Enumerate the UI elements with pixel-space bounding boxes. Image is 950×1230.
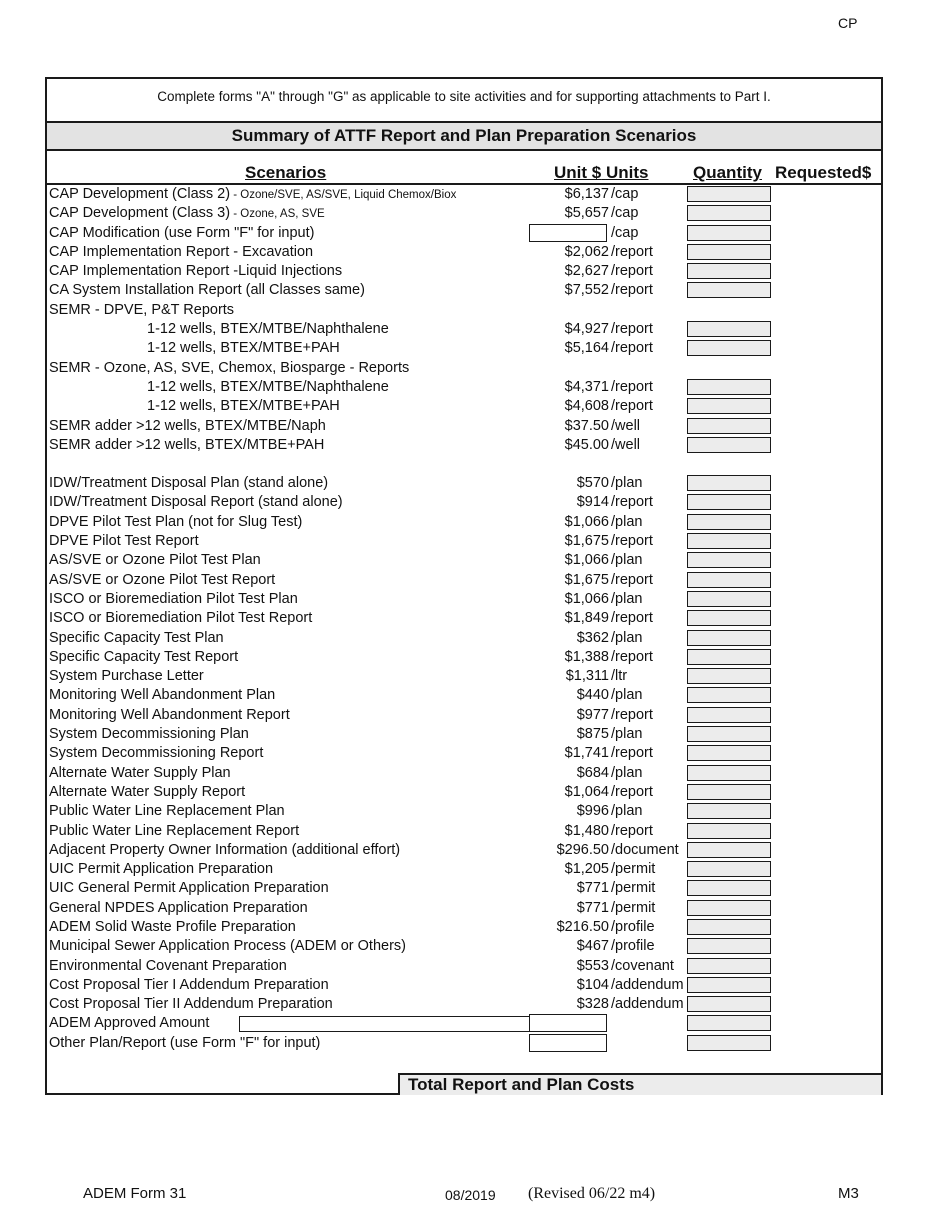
unit-price: $362 <box>576 629 609 646</box>
unit-price: $1,675 <box>564 533 609 550</box>
table-row <box>47 1034 881 1053</box>
scenario-name: CA System Installation Report (all Classes same) <box>49 282 365 299</box>
unit-price: $1,064 <box>564 783 609 800</box>
header-quantity: Quantity <box>693 163 762 182</box>
scenario-name: Other Plan/Report (use Form "F" for input) <box>49 1034 321 1051</box>
table-row <box>47 706 881 725</box>
scenario-name: 1-12 wells, BTEX/MTBE+PAH <box>147 398 340 415</box>
footer-page-code: M3 <box>838 1185 859 1202</box>
unit-label: /report <box>611 745 653 762</box>
unit-label: /covenant <box>611 957 674 974</box>
unit-price: $7,552 <box>564 282 609 299</box>
scenario-name: Adjacent Property Owner Information (additional effort) <box>49 841 401 858</box>
approved-amount-description-input[interactable] <box>239 1016 529 1032</box>
unit-label: /plan <box>611 726 643 743</box>
table-row <box>47 571 881 590</box>
table-row <box>47 841 881 860</box>
table-row <box>47 378 881 397</box>
quantity-input[interactable] <box>687 263 771 279</box>
quantity-input[interactable] <box>687 533 771 549</box>
scenario-name: SEMR adder >12 wells, BTEX/MTBE+PAH <box>49 436 325 453</box>
other-price-input[interactable] <box>529 1034 607 1052</box>
unit-label: /well <box>611 417 641 434</box>
scenario-group-heading: SEMR - DPVE, P&T Reports <box>49 301 235 318</box>
table-row <box>47 204 881 223</box>
unit-label: /plan <box>611 764 643 781</box>
quantity-input[interactable] <box>687 494 771 510</box>
unit-label: /permit <box>611 899 656 916</box>
table-row <box>47 436 881 455</box>
table-row <box>47 918 881 937</box>
scenario-name: CAP Modification (use Form "F" for input) <box>49 224 315 241</box>
quantity-input[interactable] <box>687 225 771 241</box>
unit-price: $1,675 <box>564 571 609 588</box>
quantity-input[interactable] <box>687 900 771 916</box>
quantity-input[interactable] <box>687 398 771 414</box>
quantity-input[interactable] <box>687 745 771 761</box>
quantity-input[interactable] <box>687 649 771 665</box>
unit-price: $6,137 <box>564 186 609 202</box>
unit-label: /plan <box>611 687 643 704</box>
spacer-row <box>47 455 881 474</box>
table-row <box>47 590 881 609</box>
table-row <box>47 957 881 976</box>
quantity-input[interactable] <box>687 977 771 993</box>
table-row <box>47 513 881 532</box>
quantity-input[interactable] <box>687 1035 771 1051</box>
quantity-input[interactable] <box>687 321 771 337</box>
header-requested: Requested$ <box>775 163 872 182</box>
unit-price: $467 <box>576 938 609 955</box>
scenario-name: System Decommissioning Report <box>49 745 264 762</box>
scenario-name: UIC Permit Application Preparation <box>49 861 274 878</box>
scenario-name: ISCO or Bioremediation Pilot Test Report <box>49 610 313 627</box>
unit-label: /report <box>611 648 653 665</box>
quantity-input[interactable] <box>687 938 771 954</box>
quantity-input[interactable] <box>687 379 771 395</box>
quantity-input[interactable] <box>687 205 771 221</box>
header-scenarios: Scenarios <box>245 163 327 182</box>
unit-label: /ltr <box>611 668 628 685</box>
table-row <box>47 262 881 281</box>
unit-label: /cap <box>611 224 639 241</box>
scenario-name: System Decommissioning Plan <box>49 726 249 743</box>
unit-label: /report <box>611 243 653 260</box>
scenario-name: IDW/Treatment Disposal Report (stand alone) <box>49 494 343 511</box>
scenario-name: Specific Capacity Test Plan <box>49 629 224 646</box>
scenario-name: Monitoring Well Abandonment Report <box>49 706 290 723</box>
scenario-name: 1-12 wells, BTEX/MTBE/Naphthalene <box>147 321 389 338</box>
unit-price: $570 <box>576 475 609 492</box>
scenario-name: DPVE Pilot Test Plan (not for Slug Test) <box>49 513 303 530</box>
quantity-input[interactable] <box>687 668 771 684</box>
initials-mark: CP <box>838 15 858 31</box>
table-row <box>47 609 881 628</box>
unit-price: $216.50 <box>556 918 609 935</box>
unit-label: /report <box>611 378 653 395</box>
quantity-input[interactable] <box>687 437 771 453</box>
unit-label: /permit <box>611 880 656 897</box>
table-row <box>47 339 881 358</box>
table-row <box>47 185 881 204</box>
scenario-name: DPVE Pilot Test Report <box>49 533 199 550</box>
unit-price: $4,371 <box>564 378 609 395</box>
scenario-name: Public Water Line Replacement Report <box>49 822 300 839</box>
unit-price: $5,164 <box>564 340 609 357</box>
quantity-input[interactable] <box>687 418 771 434</box>
quantity-input[interactable] <box>687 919 771 935</box>
scenario-name: IDW/Treatment Disposal Plan (stand alone) <box>49 475 329 492</box>
unit-label: /profile <box>611 918 655 935</box>
table-row <box>47 725 881 744</box>
unit-price: $2,627 <box>564 263 609 280</box>
table-row <box>47 224 881 243</box>
table-row <box>47 860 881 879</box>
unit-price: $296.50 <box>556 841 609 858</box>
quantity-input[interactable] <box>687 823 771 839</box>
quantity-input[interactable] <box>687 726 771 742</box>
unit-label: /report <box>611 822 653 839</box>
approved-amount-price-input[interactable] <box>529 1014 607 1032</box>
scenario-name: CAP Development (Class 2) - Ozone/SVE, AS/SVE, Liquid Chemox/Biox <box>49 186 457 202</box>
quantity-input[interactable] <box>687 880 771 896</box>
unit-price: $1,741 <box>564 745 609 762</box>
quantity-input[interactable] <box>687 630 771 646</box>
quantity-input[interactable] <box>687 475 771 491</box>
header-unit-price: Unit $ Units <box>554 163 649 182</box>
unit-price: $4,927 <box>564 321 609 338</box>
quantity-input[interactable] <box>687 514 771 530</box>
unit-price: $45.00 <box>564 436 609 453</box>
unit-label: /report <box>611 610 653 627</box>
scenario-name: Monitoring Well Abandonment Plan <box>49 687 276 704</box>
unit-price: $1,311 <box>565 668 609 685</box>
unit-price: $914 <box>576 494 609 511</box>
quantity-input[interactable] <box>687 707 771 723</box>
quantity-input[interactable] <box>687 1015 771 1031</box>
quantity-input[interactable] <box>687 958 771 974</box>
unit-label: /permit <box>611 861 656 878</box>
table-row <box>47 937 881 956</box>
unit-price: $104 <box>576 976 609 993</box>
table-row <box>47 648 881 667</box>
unit-label: /profile <box>611 938 655 955</box>
table-row <box>47 686 881 705</box>
unit-price: $553 <box>576 957 609 974</box>
unit-label: /addendum <box>611 996 684 1013</box>
unit-label: /plan <box>611 552 643 569</box>
unit-label: /well <box>611 436 641 453</box>
quantity-input[interactable] <box>687 996 771 1012</box>
table-row <box>47 1014 881 1033</box>
unit-label: /report <box>611 321 653 338</box>
scenario-name: UIC General Permit Application Preparation <box>49 880 329 897</box>
unit-label: /plan <box>611 803 643 820</box>
unit-label: /report <box>611 533 653 550</box>
table-row <box>47 667 881 686</box>
unit-price: $996 <box>576 803 609 820</box>
scenario-name: CAP Implementation Report -Liquid Injections <box>49 263 343 280</box>
table-row <box>47 243 881 262</box>
unit-price-input[interactable] <box>529 224 607 242</box>
unit-label: /report <box>611 783 653 800</box>
scenario-name: Environmental Covenant Preparation <box>49 957 287 974</box>
scenario-name: ISCO or Bioremediation Pilot Test Plan <box>49 590 298 607</box>
unit-label: /report <box>611 706 653 723</box>
unit-price: $2,062 <box>564 243 609 260</box>
unit-label: /report <box>611 494 653 511</box>
table-row <box>47 281 881 300</box>
table-row <box>47 995 881 1014</box>
unit-label: /report <box>611 263 653 280</box>
table-row <box>47 320 881 339</box>
quantity-input[interactable] <box>687 572 771 588</box>
scenario-name: 1-12 wells, BTEX/MTBE/Naphthalene <box>147 378 389 395</box>
scenario-name: ADEM Solid Waste Profile Preparation <box>49 918 296 935</box>
unit-price: $1,066 <box>564 552 609 569</box>
unit-label: /report <box>611 340 653 357</box>
table-row <box>47 532 881 551</box>
unit-label: /plan <box>611 475 643 492</box>
table-row <box>47 802 881 821</box>
scenario-name: System Purchase Letter <box>49 668 204 685</box>
scenario-name: ADEM Approved Amount <box>49 1015 210 1032</box>
table-row <box>47 301 881 320</box>
unit-label: /report <box>611 398 653 415</box>
quantity-input[interactable] <box>687 244 771 260</box>
quantity-input[interactable] <box>687 784 771 800</box>
scenario-name: Specific Capacity Test Report <box>49 648 239 665</box>
unit-price: $440 <box>576 687 609 704</box>
scenario-name: Cost Proposal Tier II Addendum Preparation <box>49 996 333 1013</box>
footer-form-name: ADEM Form 31 <box>83 1185 187 1202</box>
table-row <box>47 551 881 570</box>
scenario-name: Alternate Water Supply Report <box>49 783 246 800</box>
scenario-name: Cost Proposal Tier I Addendum Preparation <box>49 976 329 993</box>
quantity-input[interactable] <box>687 687 771 703</box>
table-row <box>47 474 881 493</box>
unit-price: $684 <box>576 764 609 781</box>
unit-label: /addendum <box>611 976 684 993</box>
unit-price: $977 <box>576 706 609 723</box>
footer-revision: (Revised 06/22 m4) <box>528 1185 656 1202</box>
table-row <box>47 976 881 995</box>
unit-label: /plan <box>611 590 643 607</box>
scenario-name: AS/SVE or Ozone Pilot Test Report <box>49 571 276 588</box>
scenario-name: Alternate Water Supply Plan <box>49 764 231 781</box>
table-row <box>47 783 881 802</box>
scenario-table <box>47 185 881 1053</box>
unit-price: $1,849 <box>564 610 609 627</box>
unit-label: /cap <box>611 205 639 222</box>
table-row <box>47 764 881 783</box>
scenario-name: Public Water Line Replacement Plan <box>49 803 285 820</box>
quantity-input[interactable] <box>687 610 771 626</box>
form-title: Summary of ATTF Report and Plan Preparation Scenarios <box>47 121 881 151</box>
table-row <box>47 629 881 648</box>
unit-price: $1,066 <box>564 513 609 530</box>
table-row <box>47 359 881 378</box>
quantity-input[interactable] <box>687 765 771 781</box>
quantity-input[interactable] <box>687 552 771 568</box>
form-frame <box>45 77 883 1095</box>
unit-price: $4,608 <box>564 398 609 415</box>
unit-label: /cap <box>611 186 639 202</box>
scenario-name: 1-12 wells, BTEX/MTBE+PAH <box>147 340 340 357</box>
unit-label: /plan <box>611 629 643 646</box>
quantity-input[interactable] <box>687 803 771 819</box>
unit-price: $1,388 <box>564 648 609 665</box>
unit-price: $37.50 <box>564 417 609 434</box>
table-row <box>47 822 881 841</box>
table-row <box>47 493 881 512</box>
unit-price: $1,480 <box>564 822 609 839</box>
scenario-name: Municipal Sewer Application Process (ADEM or Others) <box>49 938 406 955</box>
instruction-text: Complete forms "A" through "G" as applicable to site activities and for supporting attachments to Part I. <box>157 89 771 104</box>
quantity-input[interactable] <box>687 861 771 877</box>
unit-price: $875 <box>576 726 609 743</box>
unit-label: /document <box>611 841 679 858</box>
table-row <box>47 397 881 416</box>
unit-price: $328 <box>576 996 609 1013</box>
table-row <box>47 899 881 918</box>
total-costs-label: Total Report and Plan Costs <box>398 1073 881 1095</box>
table-row <box>47 879 881 898</box>
scenario-name: CAP Implementation Report - Excavation <box>49 243 314 260</box>
unit-price: $771 <box>576 899 609 916</box>
scenario-name: General NPDES Application Preparation <box>49 899 308 916</box>
unit-price: $5,657 <box>564 205 609 222</box>
quantity-input[interactable] <box>687 282 771 298</box>
scenario-group-heading: SEMR - Ozone, AS, SVE, Chemox, Biosparge - Reports <box>49 359 410 376</box>
unit-label: /plan <box>611 513 643 530</box>
quantity-input[interactable] <box>687 842 771 858</box>
unit-label: /report <box>611 571 653 588</box>
unit-price: $1,066 <box>564 590 609 607</box>
unit-price: $771 <box>576 880 609 897</box>
quantity-input[interactable] <box>687 591 771 607</box>
table-row <box>47 417 881 436</box>
quantity-input[interactable] <box>687 186 771 202</box>
scenario-name: CAP Development (Class 3) - Ozone, AS, SVE <box>49 205 325 222</box>
unit-price: $1,205 <box>564 861 609 878</box>
footer-date: 08/2019 <box>445 1187 496 1203</box>
scenario-name: AS/SVE or Ozone Pilot Test Plan <box>49 552 261 569</box>
unit-label: /report <box>611 282 653 299</box>
scenario-name: SEMR adder >12 wells, BTEX/MTBE/Naph <box>49 417 326 434</box>
table-row <box>47 744 881 763</box>
quantity-input[interactable] <box>687 340 771 356</box>
